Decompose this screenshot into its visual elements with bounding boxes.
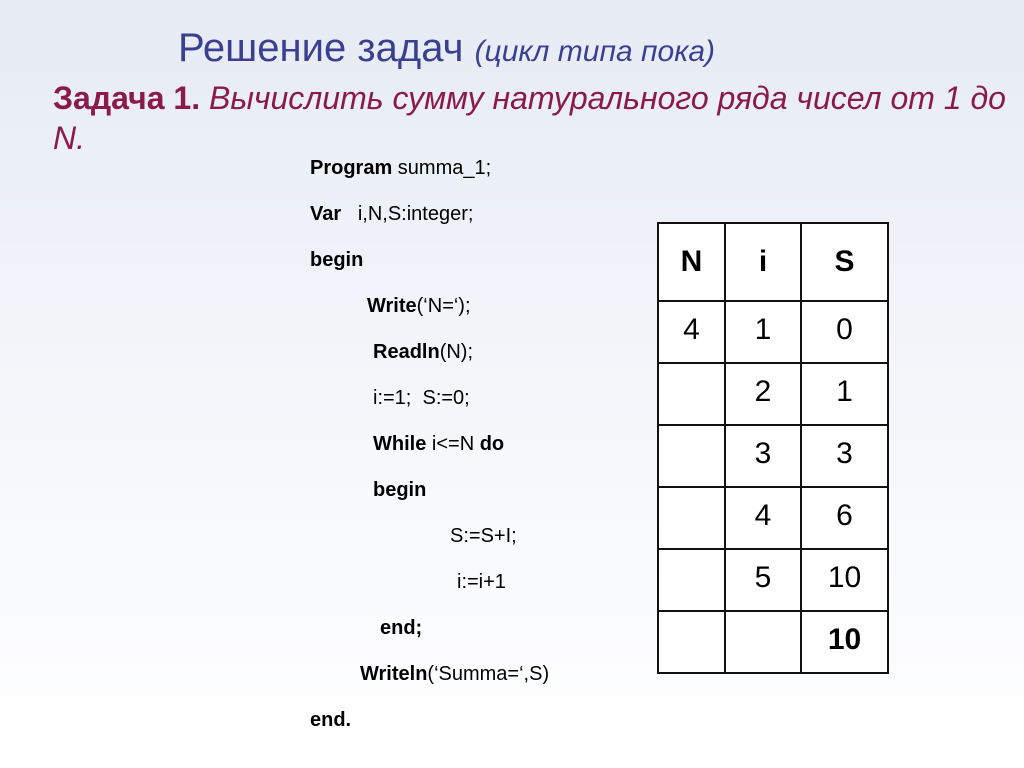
slide-title	[178, 26, 715, 71]
code-line-inner-end: end;	[380, 617, 423, 639]
cell-s: 6	[801, 487, 888, 549]
cell-s: 0	[801, 301, 888, 363]
header-s: S	[801, 223, 888, 301]
cell-n	[658, 363, 725, 425]
cell-n	[658, 611, 725, 673]
table-row	[658, 611, 888, 673]
cell-i	[725, 611, 801, 673]
code-line-increment: i:=i+1	[457, 571, 506, 593]
code-line-var: Var i,N,S:integer;	[310, 203, 474, 225]
task-text: Вычислить сумму натурального ряда чисел от 1 до N.	[53, 80, 1006, 156]
code-line-readln: Readln(N);	[373, 341, 474, 363]
code-line-program: Program summa_1;	[310, 157, 492, 179]
cell-i: 5	[725, 549, 801, 611]
cell-s: 3	[801, 425, 888, 487]
table-row	[658, 425, 888, 487]
cell-i: 2	[725, 363, 801, 425]
table-row	[658, 549, 888, 611]
task-label: Задача 1.	[53, 80, 201, 116]
task-statement	[53, 78, 1013, 158]
cell-s: 1	[801, 363, 888, 425]
code-line-writeln: Writeln(‘Summa=‘,S)	[360, 663, 550, 685]
code-line-while: While i<=N do	[373, 433, 505, 455]
code-line-init: i:=1; S:=0;	[373, 387, 470, 409]
header-i: i	[725, 223, 801, 301]
code-line-end: end.	[310, 709, 352, 731]
cell-n	[658, 487, 725, 549]
trace-header-row	[658, 223, 888, 301]
table-row	[658, 363, 888, 425]
cell-s-result: 10	[801, 611, 888, 673]
trace-table	[657, 222, 889, 674]
table-row	[658, 301, 888, 363]
cell-n	[658, 549, 725, 611]
cell-i: 1	[725, 301, 801, 363]
title-subtitle: (цикл типа пока)	[474, 35, 716, 68]
header-n: N	[658, 223, 725, 301]
code-line-write: Write(‘N=‘);	[367, 295, 471, 317]
title-main: Решение задач	[178, 26, 464, 70]
cell-n: 4	[658, 301, 725, 363]
code-line-sum: S:=S+I;	[450, 525, 517, 547]
cell-n	[658, 425, 725, 487]
cell-s: 10	[801, 549, 888, 611]
table-row	[658, 487, 888, 549]
code-line-inner-begin: begin	[373, 479, 427, 501]
cell-i: 3	[725, 425, 801, 487]
code-line-begin: begin	[310, 249, 364, 271]
cell-i: 4	[725, 487, 801, 549]
